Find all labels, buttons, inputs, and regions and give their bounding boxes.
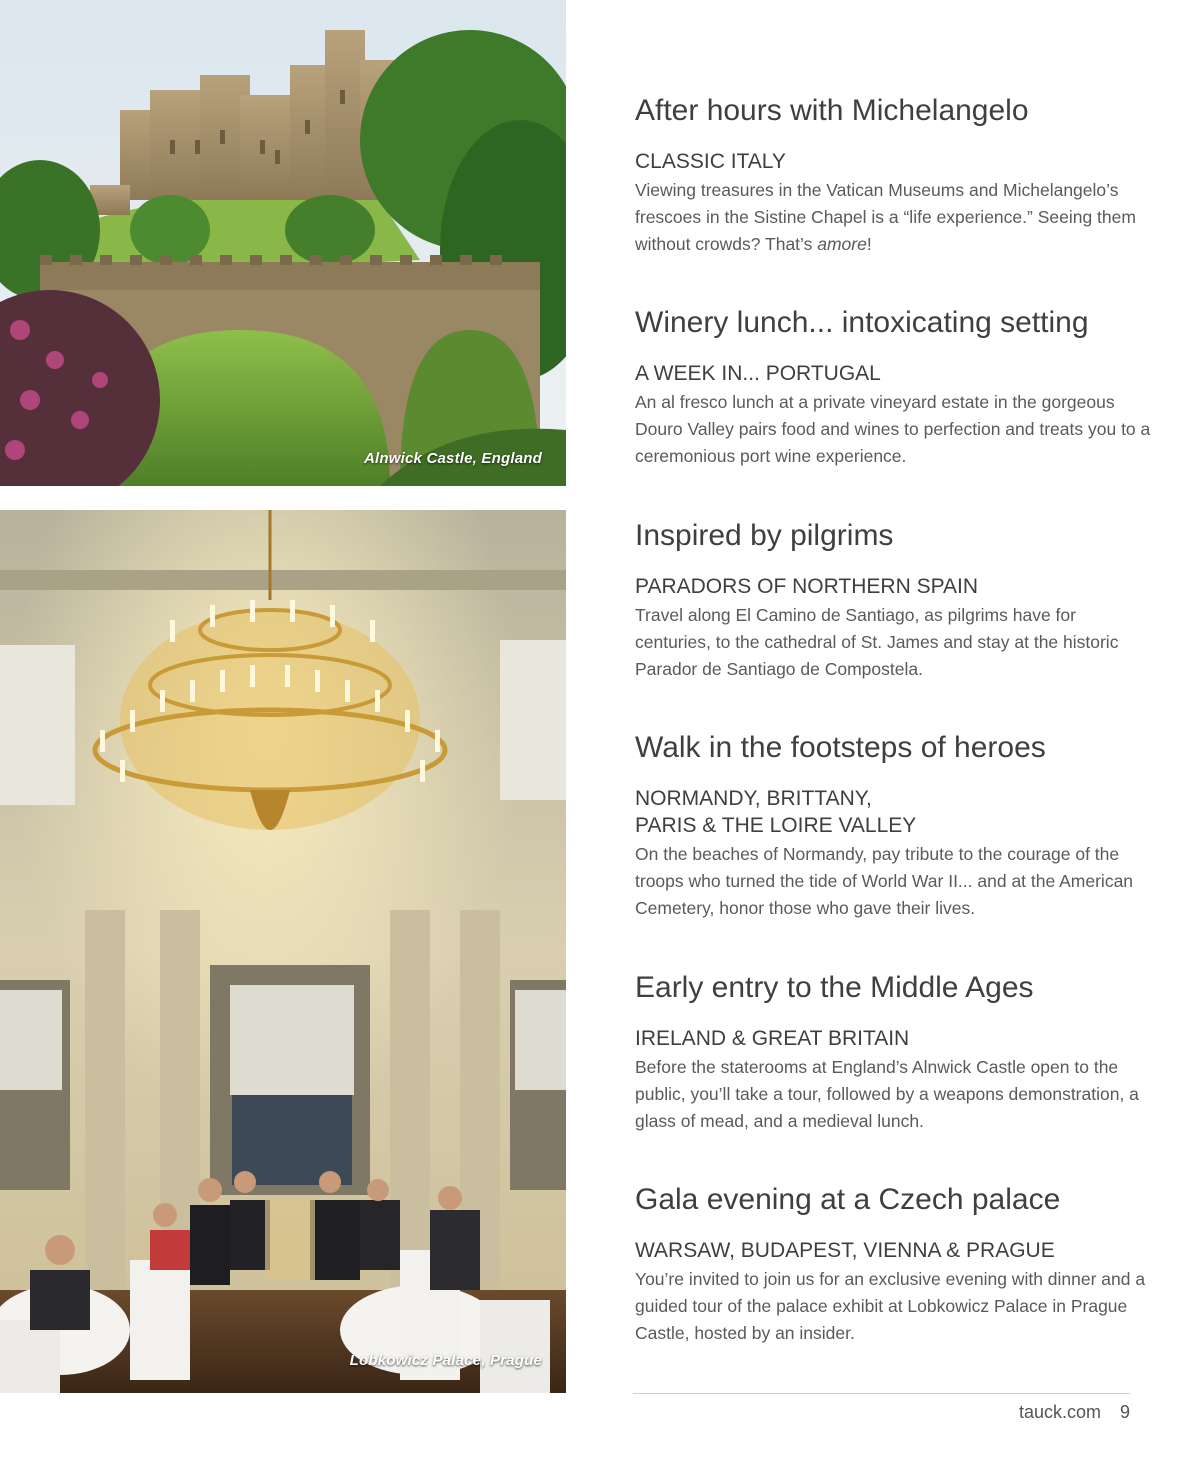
feature-description: Viewing treasures in the Vatican Museums and Michelangelo’s frescoes in the Sistine Chapel is a “life experience.” Seeing them without crowds? That’s amore!: [635, 180, 1136, 254]
photo-lobkowicz-palace: [0, 510, 566, 1393]
tour-name-line: A WEEK IN... PORTUGAL: [635, 362, 881, 386]
tour-name-line: CLASSIC ITALY: [635, 150, 786, 173]
feature-tour-name: [635, 785, 1155, 839]
feature-description: Travel along El Camino de Santiago, as pilgrims have for centuries, to the cathedral of St. James and stay at the historic Parador de Santiago de Compostela.: [635, 604, 1119, 679]
feature-item: [635, 304, 1155, 516]
photo-alnwick-castle: [0, 0, 566, 486]
feature-tour-name: [635, 360, 1155, 387]
feature-tour-name: [635, 573, 1155, 600]
feature-item: [635, 1181, 1155, 1393]
feature-tour-name: [635, 1025, 1155, 1052]
tour-name-line: PARIS & THE LOIRE VALLEY: [635, 814, 917, 838]
feature-list: [635, 92, 1155, 1393]
tour-name-line: WARSAW, BUDAPEST, VIENNA & PRAGUE: [635, 1238, 1055, 1262]
photo-caption: Lobkowicz Palace, Prague: [349, 1352, 542, 1369]
feature-tour-name: [635, 1237, 1155, 1264]
feature-title: Walk in the footsteps of heroes: [635, 731, 1046, 765]
emphasis-word: amore: [817, 234, 867, 254]
feature-item: [635, 729, 1155, 968]
feature-title: Early entry to the Middle Ages: [635, 970, 1034, 1004]
feature-item: [635, 969, 1155, 1181]
footer-divider: [633, 1393, 1130, 1394]
feature-description: On the beaches of Normandy, pay tribute to the courage of the troops who turned the tide of World War II... and at the American Cemetery, honor those who gave their lives.: [635, 844, 1134, 919]
feature-title: Inspired by pilgrims: [635, 518, 894, 552]
page-number: 9: [1119, 1402, 1130, 1422]
feature-description: An al fresco lunch at a private vineyard estate in the gorgeous Douro Valley pairs food and wines to perfection and treats you to a ceremonious port wine experience.: [635, 392, 1151, 467]
tour-name-line: IRELAND & GREAT BRITAIN: [635, 1026, 910, 1050]
footer-website-link[interactable]: tauck.com: [1018, 1402, 1101, 1422]
feature-title: Winery lunch... intoxicating setting: [635, 306, 1089, 340]
photo-caption: Alnwick Castle, England: [364, 450, 542, 467]
feature-description: Before the staterooms at England’s Alnwick Castle open to the public, you’ll take a tour, followed by a weapons demonstration, a glass of mead, and a medieval lunch.: [635, 1056, 1139, 1131]
feature-title: After hours with Michelangelo: [635, 94, 1029, 127]
page-footer: [1019, 1402, 1130, 1423]
castle-illustration: [0, 0, 566, 486]
feature-title: Gala evening at a Czech palace: [635, 1182, 1061, 1216]
feature-tour-name: [635, 148, 1155, 175]
tour-name-line: NORMANDY, BRITTANY,: [635, 787, 872, 811]
tour-name-line: PARADORS OF NORTHERN SPAIN: [635, 574, 979, 598]
feature-item: [635, 517, 1155, 729]
feature-description: You’re invited to join us for an exclusive evening with dinner and a guided tour of the palace exhibit at Lobkowicz Palace in Prague Castle, hosted by an insider.: [635, 1268, 1146, 1343]
feature-item: [635, 92, 1155, 304]
palace-illustration: [0, 510, 566, 1393]
